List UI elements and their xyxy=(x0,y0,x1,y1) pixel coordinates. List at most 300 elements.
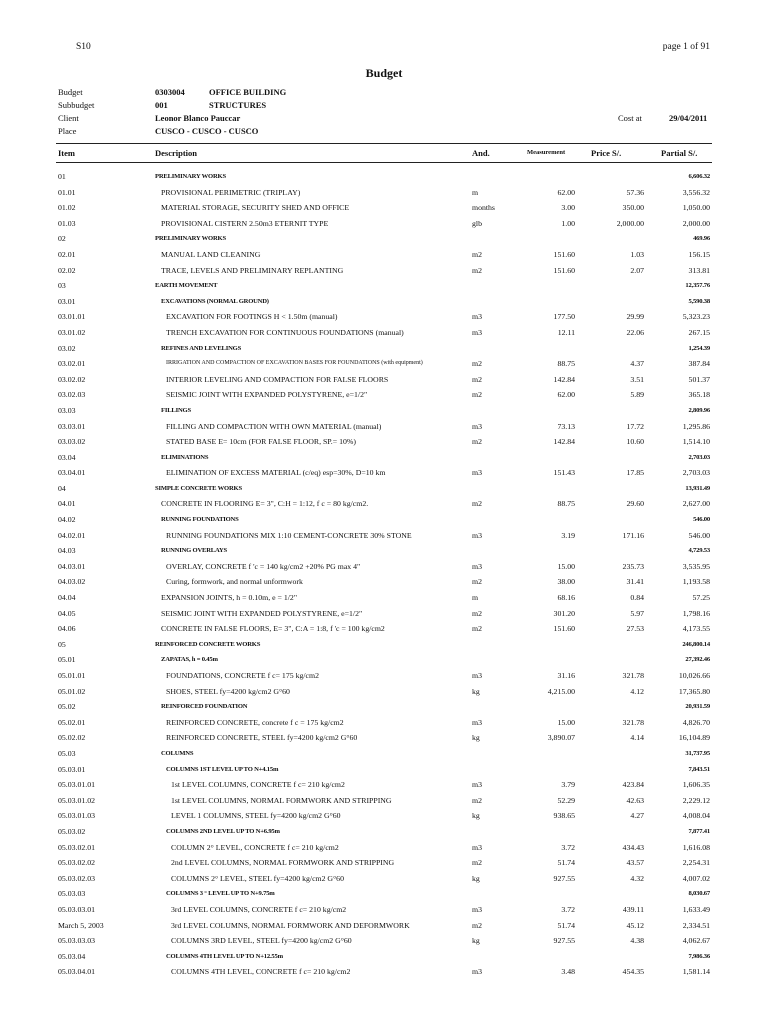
row-description: FOUNDATIONS, CONCRETE f c= 175 kg/cm2 xyxy=(166,671,319,680)
table-group-row xyxy=(0,481,768,497)
row-measurement: 15.00 xyxy=(557,561,575,571)
row-partial: 10,026.66 xyxy=(678,671,710,680)
row-measurement: 142.84 xyxy=(553,437,575,447)
row-partial: 27,392.46 xyxy=(685,656,710,664)
row-partial: 313.81 xyxy=(688,265,710,275)
row-item: 01 xyxy=(58,172,66,181)
row-measurement: 151.60 xyxy=(553,265,575,275)
row-description: CONCRETE IN FALSE FLOORS, E= 3", C:A = 1:8, f 'c = 100 kg/cm2 xyxy=(161,624,385,634)
row-price: 171.16 xyxy=(622,530,644,540)
row-unit: m2 xyxy=(472,858,482,868)
row-price: 454.35 xyxy=(622,967,644,977)
row-description: 1st LEVEL COLUMNS, NORMAL FORMWORK AND STRIPPING xyxy=(171,795,392,805)
row-item: 04.02.01 xyxy=(58,530,86,540)
row-partial: 31,737.95 xyxy=(685,749,710,757)
row-description: COLUMNS 3RD LEVEL, STEEL fy=4200 kg/cm2 G°60 xyxy=(171,936,352,946)
budget-label: Budget xyxy=(58,87,83,97)
row-measurement: 15.00 xyxy=(557,717,575,727)
row-description: REFINES AND LEVELINGS xyxy=(161,344,242,352)
row-partial: 7,986.36 xyxy=(688,952,710,960)
row-item: 04.03.02 xyxy=(58,577,86,587)
row-measurement: 31.16 xyxy=(557,671,575,680)
row-price: 27.53 xyxy=(626,624,644,634)
row-item: 04.06 xyxy=(58,624,76,634)
row-unit: m2 xyxy=(472,390,482,400)
row-description: PRELIMINARY WORKS xyxy=(155,235,226,243)
page-title: Budget xyxy=(365,66,403,80)
row-description: 1st LEVEL COLUMNS, CONCRETE f c= 210 kg/cm2 xyxy=(171,780,345,790)
row-description: COLUMNS 3 ° LEVEL UP TO N+9.75m xyxy=(166,890,275,898)
table-row xyxy=(0,684,768,700)
row-unit: m2 xyxy=(472,437,482,447)
row-price: 0.84 xyxy=(630,593,644,603)
table-row xyxy=(0,263,768,279)
row-partial: 1,616.08 xyxy=(682,842,710,852)
table-row xyxy=(0,902,768,918)
row-partial: 1,798.16 xyxy=(682,608,710,618)
row-description: RUNNING OVERLAYS xyxy=(161,547,227,555)
row-measurement: 938.65 xyxy=(553,811,575,821)
row-description: COLUMNS xyxy=(161,749,194,757)
row-price: 29.99 xyxy=(626,312,644,322)
row-measurement: 151.60 xyxy=(553,624,575,634)
row-measurement: 62.00 xyxy=(557,390,575,400)
row-item: 05.03.01.03 xyxy=(58,811,96,821)
table-row xyxy=(0,559,768,575)
row-item: 05.03.03 xyxy=(58,889,86,899)
table-row xyxy=(0,808,768,824)
table-row xyxy=(0,216,768,232)
row-description: REINFORCED CONCRETE, concrete f c = 175 kg/cm2 xyxy=(166,717,344,727)
table-row xyxy=(0,855,768,871)
budget-table xyxy=(0,169,768,980)
row-partial: 2,000.00 xyxy=(682,218,710,228)
table-group-row xyxy=(0,886,768,902)
row-unit: m3 xyxy=(472,561,482,571)
row-unit: kg xyxy=(472,733,480,743)
row-item: 05.03.01 xyxy=(58,764,86,774)
table-group-row xyxy=(0,278,768,294)
row-description: COLUMNS 2ND LEVEL UP TO N+6.95m xyxy=(166,827,280,835)
row-partial: 2,809.96 xyxy=(688,406,710,414)
row-measurement: 68.16 xyxy=(557,593,575,603)
row-partial: 20,931.59 xyxy=(685,703,710,711)
row-description: SIMPLE CONCRETE WORKS xyxy=(155,484,242,492)
row-unit: m3 xyxy=(472,421,482,431)
row-price: 57.36 xyxy=(626,187,644,197)
table-group-row xyxy=(0,762,768,778)
row-description: ELIMINATION OF EXCESS MATERIAL (c/eq) esp=30%, D=10 km xyxy=(166,468,386,478)
row-partial: 2,703.03 xyxy=(682,468,710,478)
row-unit: m3 xyxy=(472,671,482,680)
row-price: 45.12 xyxy=(626,920,644,930)
row-price: 321.78 xyxy=(622,717,644,727)
row-unit: m3 xyxy=(472,327,482,337)
row-price: 2.07 xyxy=(630,265,644,275)
row-description: INTERIOR LEVELING AND COMPACTION FOR FALSE FLOORS xyxy=(166,374,389,384)
budget-name: OFFICE BUILDING xyxy=(209,87,287,97)
row-partial: 7,877.41 xyxy=(688,827,710,835)
row-description: 3rd LEVEL COLUMNS, CONCRETE f c= 210 kg/cm2 xyxy=(171,904,347,914)
row-description: PROVISIONAL CISTERN 2.50m3 ETERNIT TYPE xyxy=(161,218,329,228)
table-row xyxy=(0,247,768,263)
table-group-row xyxy=(0,949,768,965)
row-item: 03.03.01 xyxy=(58,421,86,431)
row-partial: 13,931.49 xyxy=(685,484,710,492)
row-price: 4.37 xyxy=(630,359,644,369)
row-price: 17.85 xyxy=(626,468,644,478)
row-item: 05.03.02.02 xyxy=(58,858,96,868)
row-unit: glb xyxy=(472,218,482,228)
row-unit: m3 xyxy=(472,717,482,727)
table-row xyxy=(0,434,768,450)
table-row xyxy=(0,387,768,403)
row-price: 5.89 xyxy=(630,390,644,400)
row-measurement: 3.72 xyxy=(561,842,575,852)
row-description: ZAPATAS, h = 0.45m xyxy=(161,656,218,664)
table-group-row xyxy=(0,450,768,466)
table-row xyxy=(0,200,768,216)
row-unit: m2 xyxy=(472,265,482,275)
row-description: REINFORCED CONCRETE WORKS xyxy=(155,640,261,648)
row-measurement: 3.00 xyxy=(561,203,575,213)
row-partial: 156.15 xyxy=(688,249,710,259)
row-unit: m3 xyxy=(472,967,482,977)
table-row xyxy=(0,715,768,731)
row-partial: 469.96 xyxy=(693,235,710,243)
row-measurement: 301.20 xyxy=(553,608,575,618)
table-group-row xyxy=(0,169,768,185)
row-item: 05.02.01 xyxy=(58,717,86,727)
row-item: 05.03.01.01 xyxy=(58,780,96,790)
row-partial: 546.00 xyxy=(693,516,710,524)
row-unit: m2 xyxy=(472,359,482,369)
row-unit: m2 xyxy=(472,795,482,805)
place-value: CUSCO - CUSCO - CUSCO xyxy=(155,126,259,136)
row-item: 05.01.01 xyxy=(58,671,86,680)
row-description: CONCRETE IN FLOORING E= 3", C:H = 1:12, f c = 80 kg/cm2. xyxy=(161,499,369,509)
row-item: 02.02 xyxy=(58,265,76,275)
table-group-row xyxy=(0,652,768,668)
table-group-row xyxy=(0,824,768,840)
row-price: 1.03 xyxy=(630,249,644,259)
table-group-row xyxy=(0,637,768,653)
row-price: 29.60 xyxy=(626,499,644,509)
row-price: 17.72 xyxy=(626,421,644,431)
table-row xyxy=(0,918,768,934)
row-unit: m2 xyxy=(472,920,482,930)
row-item: 05.03.04.01 xyxy=(58,967,96,977)
client-value: Leonor Blanco Pauccar xyxy=(155,113,241,123)
row-unit: m3 xyxy=(472,530,482,540)
table-row xyxy=(0,356,768,372)
row-measurement: 151.43 xyxy=(553,468,575,478)
row-description: ELIMINATIONS xyxy=(161,453,209,461)
row-measurement: 151.60 xyxy=(553,249,575,259)
table-row xyxy=(0,325,768,341)
table-row xyxy=(0,419,768,435)
row-partial: 4,007.02 xyxy=(682,873,710,883)
row-description: IRRIGATION AND COMPACTION OF EXCAVATION BASES FOR FOUNDATIONS (with equipment) xyxy=(166,360,423,367)
row-measurement: 88.75 xyxy=(557,359,575,369)
row-unit: m2 xyxy=(472,577,482,587)
row-price: 350.00 xyxy=(622,203,644,213)
row-description: COLUMNS 2° LEVEL, STEEL fy=4200 kg/cm2 G°60 xyxy=(171,873,344,883)
row-unit: m3 xyxy=(472,842,482,852)
row-item: 03.01.01 xyxy=(58,312,86,322)
row-item: 05.03.01.02 xyxy=(58,795,96,805)
row-partial: 16,104.89 xyxy=(678,733,710,743)
row-partial: 2,703.03 xyxy=(688,453,710,461)
row-partial: 2,254.31 xyxy=(682,858,710,868)
table-row xyxy=(0,621,768,637)
row-item: 05.03.02.01 xyxy=(58,842,96,852)
row-partial: 1,514.10 xyxy=(682,437,710,447)
row-partial: 3,556.32 xyxy=(682,187,710,197)
row-description: MATERIAL STORAGE, SECURITY SHED AND OFFICE xyxy=(161,203,350,213)
table-row xyxy=(0,777,768,793)
table-row xyxy=(0,528,768,544)
row-unit: m3 xyxy=(472,312,482,322)
row-description: RUNNING FOUNDATIONS MIX 1:10 CEMENT-CONCRETE 30% STONE xyxy=(166,530,412,540)
table-row xyxy=(0,606,768,622)
row-description: OVERLAY, CONCRETE f 'c = 140 kg/cm2 +20% PG max 4" xyxy=(166,561,361,571)
subbudget-label: Subbudget xyxy=(58,100,95,110)
row-item: 04.04 xyxy=(58,593,76,603)
row-description: PROVISIONAL PERIMETRIC (TRIPLAY) xyxy=(161,187,301,197)
row-partial: 12,357.76 xyxy=(685,282,710,290)
row-price: 439.11 xyxy=(622,904,644,914)
table-row xyxy=(0,309,768,325)
row-partial: 501.37 xyxy=(688,374,710,384)
row-item: 02 xyxy=(58,234,66,244)
row-price: 321.78 xyxy=(622,671,644,680)
row-unit: months xyxy=(472,203,495,213)
row-description: 2nd LEVEL COLUMNS, NORMAL FORMWORK AND STRIPPING xyxy=(171,858,395,868)
row-measurement: 62.00 xyxy=(557,187,575,197)
row-partial: 8,030.67 xyxy=(688,890,710,898)
table-row xyxy=(0,185,768,201)
row-price: 31.41 xyxy=(626,577,644,587)
row-partial: 1,633.49 xyxy=(682,904,710,914)
row-description: EXCAVATION FOR FOOTINGS H < 1.50m (manual) xyxy=(166,312,338,322)
table-group-row xyxy=(0,512,768,528)
row-item: 04 xyxy=(58,483,66,493)
subbudget-code: 001 xyxy=(155,100,168,110)
row-partial: 4,008.04 xyxy=(682,811,710,821)
row-description: EXCAVATIONS (NORMAL GROUND) xyxy=(161,297,269,305)
row-unit: m2 xyxy=(472,499,482,509)
row-measurement: 51.74 xyxy=(557,858,575,868)
page-number: page 1 of 91 xyxy=(662,42,710,52)
row-item: 04.01 xyxy=(58,499,76,509)
row-price: 3.51 xyxy=(630,374,644,384)
row-description: STATED BASE E= 10cm (FOR FALSE FLOOR, SP.= 10%) xyxy=(166,437,356,447)
table-row xyxy=(0,730,768,746)
table-row xyxy=(0,574,768,590)
row-item: 01.03 xyxy=(58,218,76,228)
row-item: 03.04.01 xyxy=(58,468,86,478)
row-partial: 17,365.80 xyxy=(678,686,710,696)
table-row xyxy=(0,465,768,481)
row-item: 05.03.02 xyxy=(58,826,86,836)
row-measurement: 142.84 xyxy=(553,374,575,384)
row-price: 5.97 xyxy=(630,608,644,618)
row-description: FILLINGS xyxy=(161,406,191,414)
header-rule-top xyxy=(56,143,712,144)
row-measurement: 3.48 xyxy=(561,967,575,977)
client-label: Client xyxy=(58,113,79,123)
row-partial: 1,581.14 xyxy=(682,967,710,977)
row-description: COLUMN 2° LEVEL, CONCRETE f c= 210 kg/cm2 xyxy=(171,842,339,852)
row-partial: 1,193.58 xyxy=(682,577,710,587)
row-description: COLUMNS 4TH LEVEL UP TO N+12.55m xyxy=(166,952,283,960)
row-partial: 267.15 xyxy=(688,327,710,337)
row-item: 05.03.04 xyxy=(58,951,86,961)
table-group-row xyxy=(0,403,768,419)
row-unit: m xyxy=(472,187,479,197)
table-row xyxy=(0,840,768,856)
row-item: 03.02.03 xyxy=(58,390,86,400)
col-unit: And. xyxy=(472,148,490,158)
row-description: REINFORCED FOUNDATION xyxy=(161,703,248,711)
row-item: 05.02.02 xyxy=(58,733,86,743)
row-measurement: 51.74 xyxy=(557,920,575,930)
row-partial: 1,606.35 xyxy=(682,780,710,790)
row-partial: 5,323.23 xyxy=(682,312,710,322)
row-price: 4.32 xyxy=(630,873,644,883)
row-unit: kg xyxy=(472,686,480,696)
table-row xyxy=(0,590,768,606)
row-description: SEISMIC JOINT WITH EXPANDED POLYSTYRENE, e=1/2" xyxy=(166,390,368,400)
row-measurement: 12.11 xyxy=(557,327,575,337)
row-description: PRELIMINARY WORKS xyxy=(155,173,226,180)
row-price: 4.12 xyxy=(630,686,644,696)
row-description: RUNNING FOUNDATIONS xyxy=(161,516,239,524)
row-item: 05.03.02.03 xyxy=(58,873,96,883)
row-partial: 4,826.70 xyxy=(682,717,710,727)
row-measurement: 3,890.07 xyxy=(547,733,575,743)
row-unit: kg xyxy=(472,936,480,946)
table-group-row xyxy=(0,231,768,247)
col-item: Item xyxy=(58,148,75,158)
row-partial: 387.84 xyxy=(688,359,710,369)
row-unit: m2 xyxy=(472,374,482,384)
col-partial: Partial S/. xyxy=(661,148,698,158)
row-price: 4.14 xyxy=(630,733,644,743)
row-measurement: 927.55 xyxy=(553,936,575,946)
row-partial: 5,590.38 xyxy=(688,297,710,305)
row-measurement: 73.13 xyxy=(557,421,575,431)
row-description: SHOES, STEEL fy=4200 kg/cm2 G°60 xyxy=(166,686,290,696)
row-item: 03.02.02 xyxy=(58,374,86,384)
row-partial: 246,800.14 xyxy=(682,640,710,648)
row-unit: kg xyxy=(472,811,480,821)
cost-date: 29/04/2011 xyxy=(669,113,708,123)
table-row xyxy=(0,871,768,887)
row-partial: 2,627.00 xyxy=(682,499,710,509)
row-item: 03.01 xyxy=(58,296,76,306)
row-item: 03.02.01 xyxy=(58,359,86,369)
row-price: 434.43 xyxy=(622,842,644,852)
row-description: TRENCH EXCAVATION FOR CONTINUOUS FOUNDATIONS (manual) xyxy=(166,327,404,337)
subbudget-name: STRUCTURES xyxy=(209,100,267,110)
table-group-row xyxy=(0,543,768,559)
row-partial: 546.00 xyxy=(688,530,710,540)
row-item: 03.03 xyxy=(58,405,76,415)
table-row xyxy=(0,496,768,512)
table-row xyxy=(0,668,768,684)
row-price: 2,000.00 xyxy=(616,218,644,228)
row-unit: m3 xyxy=(472,468,482,478)
row-measurement: 88.75 xyxy=(557,499,575,509)
table-group-row xyxy=(0,294,768,310)
row-description: FILLING AND COMPACTION WITH OWN MATERIAL (manual) xyxy=(166,421,382,431)
row-description: LEVEL 1 COLUMNS, STEEL fy=4200 kg/cm2 G°60 xyxy=(171,811,341,821)
row-description: EXPANSION JOINTS, h = 0.10m, e = 1/2" xyxy=(161,593,298,603)
table-row xyxy=(0,933,768,949)
col-price: Price S/. xyxy=(591,148,622,158)
row-description: TRACE, LEVELS AND PRELIMINARY REPLANTING xyxy=(161,265,344,275)
row-item: 04.03 xyxy=(58,546,76,556)
row-description: COLUMNS 1ST LEVEL UP TO N+4.15m xyxy=(166,765,279,773)
row-item: 05.01 xyxy=(58,655,76,665)
col-description: Description xyxy=(155,148,198,158)
row-item: 05.03.03.03 xyxy=(58,936,96,946)
table-row xyxy=(0,372,768,388)
row-price: 10.60 xyxy=(626,437,644,447)
row-description: MANUAL LAND CLEANING xyxy=(161,249,261,259)
row-measurement: 52.29 xyxy=(557,795,575,805)
report-code: S10 xyxy=(76,42,91,52)
row-description: COLUMNS 4TH LEVEL, CONCRETE f c= 210 kg/cm2 xyxy=(171,967,351,977)
row-item: 03.01.02 xyxy=(58,327,86,337)
row-item: 05 xyxy=(58,639,66,649)
table-row xyxy=(0,964,768,980)
row-partial: 4,062.67 xyxy=(682,936,710,946)
row-measurement: 3.19 xyxy=(561,530,575,540)
row-item: 05.02 xyxy=(58,702,76,712)
row-price: 4.27 xyxy=(630,811,644,821)
row-price: 235.73 xyxy=(622,561,644,571)
row-partial: 2,229.12 xyxy=(682,795,710,805)
row-price: 22.06 xyxy=(626,327,644,337)
row-unit: m xyxy=(472,593,479,603)
col-measurement: Measurement xyxy=(527,149,566,156)
row-partial: 1,254.39 xyxy=(688,344,710,352)
row-partial: 6,606.32 xyxy=(688,173,710,180)
row-unit: m2 xyxy=(472,249,482,259)
table-group-row xyxy=(0,341,768,357)
place-label: Place xyxy=(58,126,77,136)
budget-code: 0303004 xyxy=(155,87,185,97)
row-item: March 5, 2003 xyxy=(58,920,104,930)
row-description: SEISMIC JOINT WITH EXPANDED POLYSTYRENE, e=1/2" xyxy=(161,608,363,618)
row-item: 03.03.02 xyxy=(58,437,86,447)
row-price: 4.38 xyxy=(630,936,644,946)
row-partial: 7,843.51 xyxy=(688,765,710,773)
header-rule-bottom xyxy=(56,162,712,163)
row-item: 05.03.03.01 xyxy=(58,904,96,914)
row-description: Curing, formwork, and normal unformwork xyxy=(166,577,303,587)
row-measurement: 177.50 xyxy=(553,312,575,322)
row-unit: m2 xyxy=(472,624,482,634)
row-price: 43.57 xyxy=(626,858,644,868)
row-measurement: 38.00 xyxy=(557,577,575,587)
row-description: REINFORCED CONCRETE, STEEL fy=4200 kg/cm2 G°60 xyxy=(166,733,358,743)
row-partial: 1,050.00 xyxy=(682,203,710,213)
row-partial: 365.18 xyxy=(688,390,710,400)
